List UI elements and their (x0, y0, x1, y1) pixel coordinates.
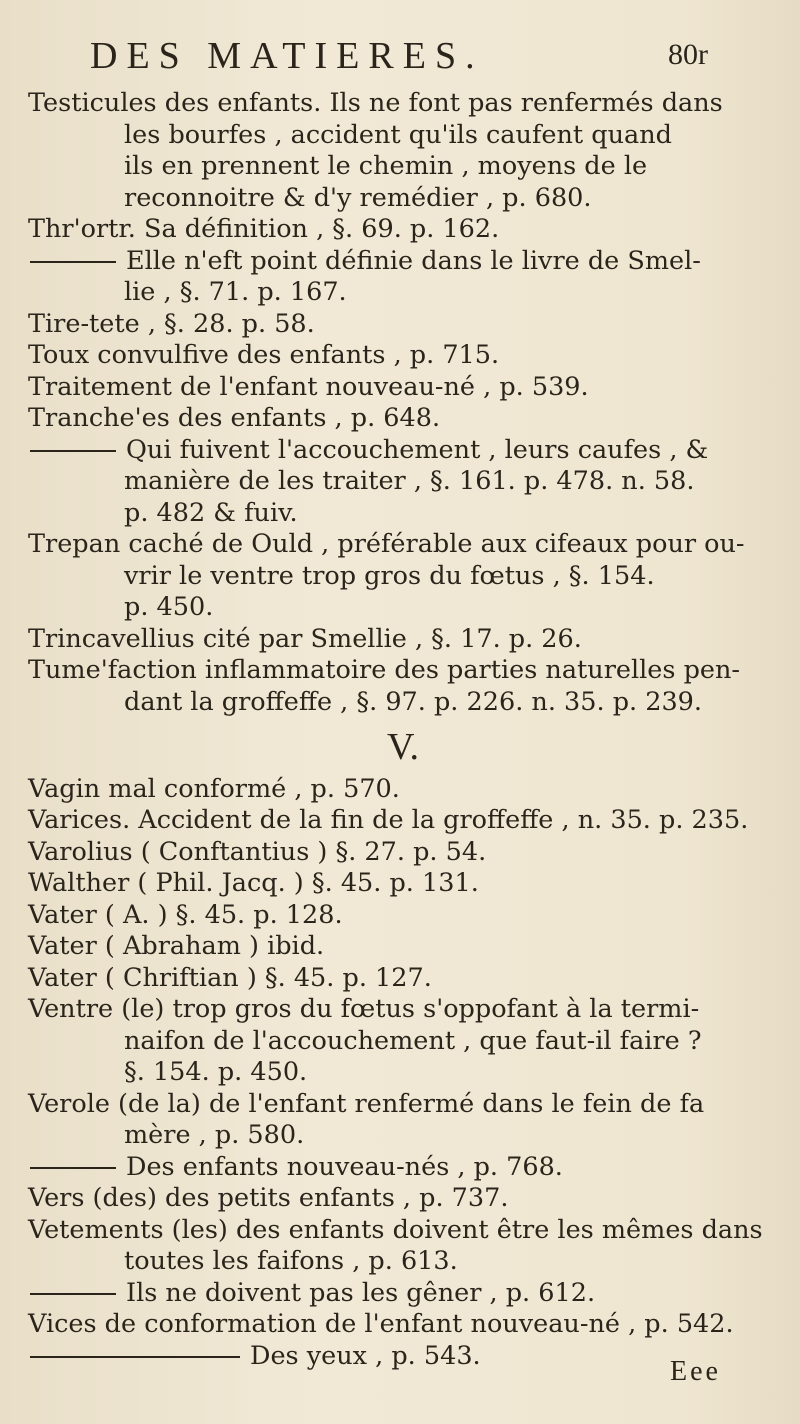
index-entry-vater-abraham: Vater ( Abraham ) ibid. (28, 931, 325, 961)
index-content (28, 88, 778, 1372)
index-entry-verole: Verole (de la) de l'enfant renfermé dans le fein de fa mère , p. 580. (28, 1088, 705, 1150)
index-subentry-vices: Des yeux , p. 543. (28, 1341, 778, 1373)
index-entry-trepan: Trepan caché de Ould , préférable aux cifeaux pour ou- vrir le ventre trop gros du fœtus , §. 154. p. 450. (28, 529, 745, 622)
index-entry-trincavellius: Trincavellius cité par Smellie , §. 17. p. 26. (28, 623, 582, 654)
index-subentry-vetements: Ils ne doivent pas les gêner , p. 612. (28, 1278, 778, 1310)
index-entry-varices: Varices. Accident de la fin de la groffeffe , n. 35. p. 235. (28, 805, 749, 835)
ditto-rule (30, 1293, 116, 1295)
ditto-rule (30, 261, 116, 263)
index-subentry-verole: Des enfants nouveau-nés , p. 768. (28, 1152, 778, 1184)
index-entry-vetements: Vetements (les) des enfants doivent être les mêmes dans toutes les faifons , p. 613. (28, 1214, 763, 1276)
page-header (90, 34, 790, 94)
index-entry-tranchees: Tranche'es des enfants , p. 648. (28, 403, 441, 433)
ditto-rule (30, 1356, 240, 1358)
running-title: DES MATIERES. (90, 35, 484, 77)
index-entry-toux: Toux convulfive des enfants , p. 715. (28, 340, 500, 370)
index-entry-tumefaction: Tume'faction inflammatoire des parties naturelles pen- dant la groffeffe , §. 97. p. 226. n. 35. p. 239. (28, 655, 741, 717)
ditto-rule (30, 1167, 116, 1169)
catchword: Eee (670, 1356, 721, 1387)
index-entry-vagin: Vagin mal conformé , p. 570. (28, 773, 400, 804)
index-entry-tire-tete: Tire-tete , §. 28. p. 58. (28, 308, 315, 339)
index-entry-vices: Vices de conformation de l'enfant nouveau-né , p. 542. (28, 1309, 734, 1339)
page-number: 80r (668, 38, 708, 71)
index-subentry-tranchees: Qui fuivent l'accouchement , leurs caufes , & manière de les traiter , §. 161. p. 478. n. 58. p. 482 & fuiv. (28, 435, 778, 530)
index-entry-varolius: Varolius ( Conftantius ) §. 27. p. 54. (28, 836, 487, 867)
index-entry-traitement: Traitement de l'enfant nouveau-né , p. 539. (28, 371, 589, 402)
index-entry-ventre: Ventre (le) trop gros du fœtus s'oppofant à la termi- naifon de l'accouchement , que faut-il faire ? §. 154. p. 450. (28, 994, 702, 1087)
index-entry-vater-christian: Vater ( Chriftian ) §. 45. p. 127. (28, 962, 432, 993)
ditto-rule (30, 450, 116, 452)
index-entry-walther: Walther ( Phil. Jacq. ) §. 45. p. 131. (28, 868, 479, 898)
index-subentry-thr-ortr: Elle n'eft point définie dans le livre de Smel- lie , §. 71. p. 167. (28, 246, 778, 309)
index-entry-vers: Vers (des) des petits enfants , p. 737. (28, 1183, 509, 1213)
index-entry-thr-ortr: Thr'ortr. Sa définition , §. 69. p. 162. (28, 214, 500, 244)
section-letter-v: V. (386, 726, 420, 768)
index-entry-testicules: Testicules des enfants. Ils ne font pas renfermés dans les bourfes , accident qu'ils caufent quand ils en prennent le chemin , moyens de le reconnoitre & d'y remédier , p. 680. (28, 88, 723, 213)
index-entry-vater-a: Vater ( A. ) §. 45. p. 128. (28, 899, 343, 930)
